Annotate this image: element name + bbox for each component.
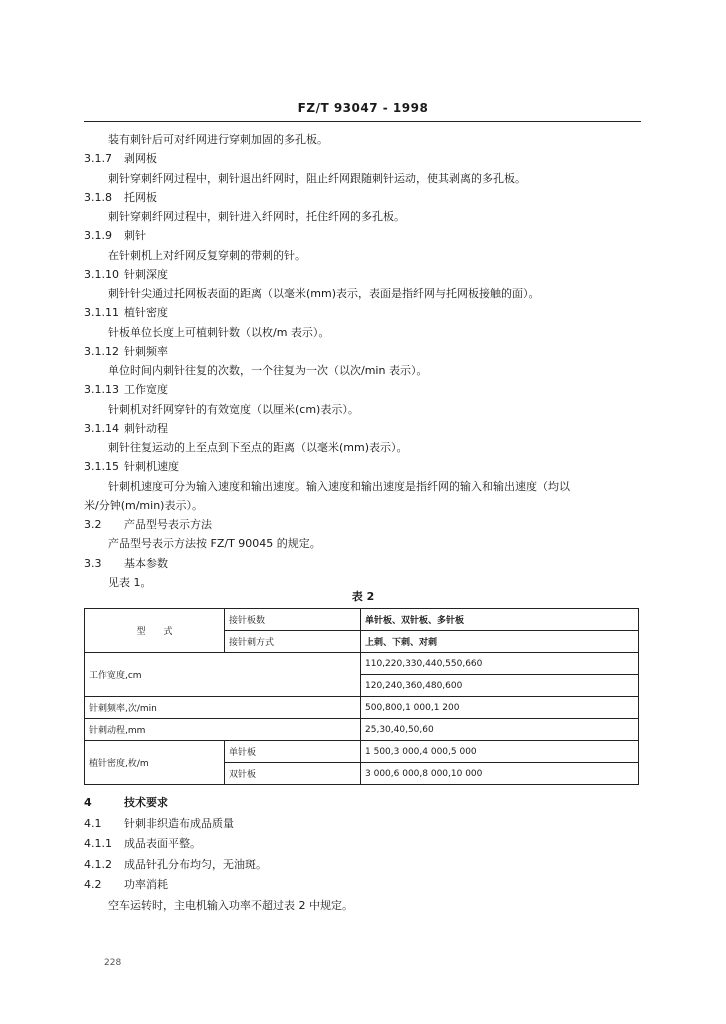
page-number: 228 [104,958,122,968]
work-width-value-1: 110,220,330,440,550,660 [361,653,639,675]
top-line: 刺针穿刺纤网过程中，刺针进入纤网时，托住纤网的多孔板。 [108,210,405,223]
clause-number: 4 [84,796,92,809]
clause-number: 3.1.8 [84,190,112,204]
clause-title: 针刺非织造布成品质量 [124,816,234,830]
clause-number: 3.1.9 [84,229,112,243]
bottom-line [84,878,168,892]
clause-title: 托网板 [124,190,157,204]
top-line [84,306,168,320]
clause-title: 工作宽度 [124,383,168,397]
stroke-value: 25,30,40,50,60 [361,719,639,741]
stroke-label: 针刺动程,mm [85,719,361,741]
clause-title: 基本参数 [124,556,168,570]
clause-number: 3.1.12 [84,344,119,358]
clause-number: 3.1.7 [84,152,112,166]
top-line: 针刺机速度可分为输入速度和输出速度。输入速度和输出速度是指纤网的输入和输出速度（均以 [108,479,570,493]
clause-number: 3.1.10 [84,267,119,281]
clause-number: 3.2 [84,518,102,531]
top-line [84,268,168,282]
clause-title: 成品针孔分布均匀，无油斑。 [124,857,267,871]
clause-title: 针刺深度 [124,267,168,281]
clause-number: 3.1.11 [84,306,119,320]
parameter-table [84,608,639,785]
top-line [84,345,168,359]
top-line: 刺针针尖通过托网板表面的距离（以毫米(mm)表示，表面是指纤网与托网板接触的面）。 [108,287,540,300]
clause-number: 4.1 [84,816,102,830]
top-line [84,422,168,436]
bottom-line [84,837,201,851]
table-row [85,741,639,763]
top-line [84,229,146,243]
standard-code-header: FZ/T 93047 - 1998 [297,101,429,115]
top-line [84,518,212,532]
table-row [85,653,639,675]
top-line: 针板单位长度上可植刺针数（以枚/m 表示）。 [108,325,330,339]
clause-number: 4.2 [84,878,102,891]
header-rule [84,121,641,122]
clause-title: 功率消耗 [124,878,168,891]
form-label-cell: 型 式 [85,609,225,653]
freq-label: 针刺频率,次/min [85,697,361,719]
clause-title: 植针密度 [124,306,168,320]
top-line: 米/分钟(m/min)表示）。 [84,498,203,512]
top-line: 针刺机对纤网穿针的有效宽度（以厘米(cm)表示）。 [108,402,359,416]
top-line [84,383,168,397]
needle-board-count-label: 接针板数 [225,609,361,631]
density-label: 植针密度,枚/m [85,741,225,785]
clause-number: 4.1.1 [84,837,112,850]
clause-number: 3.3 [84,556,102,570]
top-line [84,460,179,474]
clause-number: 3.1.15 [84,460,119,474]
table-row [85,609,639,631]
clause-number: 4.1.2 [84,857,112,871]
top-line: 刺针往复运动的上至点到下至点的距离（以毫米(mm)表示）。 [108,441,408,454]
clause-title: 产品型号表示方法 [124,518,212,531]
freq-value: 500,800,1 000,1 200 [361,697,639,719]
clause-number: 3.1.14 [84,421,119,435]
top-line: 单位时间内刺针往复的次数，一个往复为一次（以次/min 表示）。 [108,364,428,377]
clause-title: 技术要求 [124,796,168,809]
bottom-line [84,796,168,810]
needle-board-count-value: 单针板、双针板、多针板 [361,609,639,631]
density-value-double: 3 000,6 000,8 000,10 000 [361,763,639,785]
density-board-double: 双针板 [225,763,361,785]
density-value-single: 1 500,3 000,4 000,5 000 [361,741,639,763]
top-line: 产品型号表示方法按 FZ/T 90045 的规定。 [108,537,321,551]
clause-title: 针刺频率 [124,344,168,358]
work-width-label: 工作宽度,cm [85,653,361,697]
clause-title: 针刺机速度 [124,460,179,474]
bottom-line: 空车运转时，主电机输入功率不超过表 2 中规定。 [108,898,353,912]
top-line [84,557,168,571]
top-line: 装有刺针后可对纤网进行穿刺加固的多孔板。 [108,133,328,146]
needle-mode-label: 接针刺方式 [225,631,361,653]
bottom-line [84,858,267,872]
top-line: 见表 1。 [108,575,152,589]
top-line: 在针刺机上对纤网反复穿刺的带刺的针。 [108,248,306,262]
density-board-single: 单针板 [225,741,361,763]
top-line [84,152,157,166]
work-width-value-2: 120,240,360,480,600 [361,675,639,697]
clause-title: 剥网板 [124,152,157,166]
bottom-line [84,817,234,831]
table-caption: 表 2 [351,590,375,603]
top-line [84,191,157,205]
table-row [85,697,639,719]
clause-number: 3.1.13 [84,383,119,397]
clause-title: 成品表面平整。 [124,837,201,850]
clause-title: 刺针 [124,229,146,243]
top-line: 刺针穿刺纤网过程中，刺针退出纤网时，阻止纤网跟随刺针运动，使其剥离的多孔板。 [108,171,526,185]
table-row [85,719,639,741]
needle-mode-value: 上刺、下刺、对刺 [361,631,639,653]
clause-title: 刺针动程 [124,421,168,435]
